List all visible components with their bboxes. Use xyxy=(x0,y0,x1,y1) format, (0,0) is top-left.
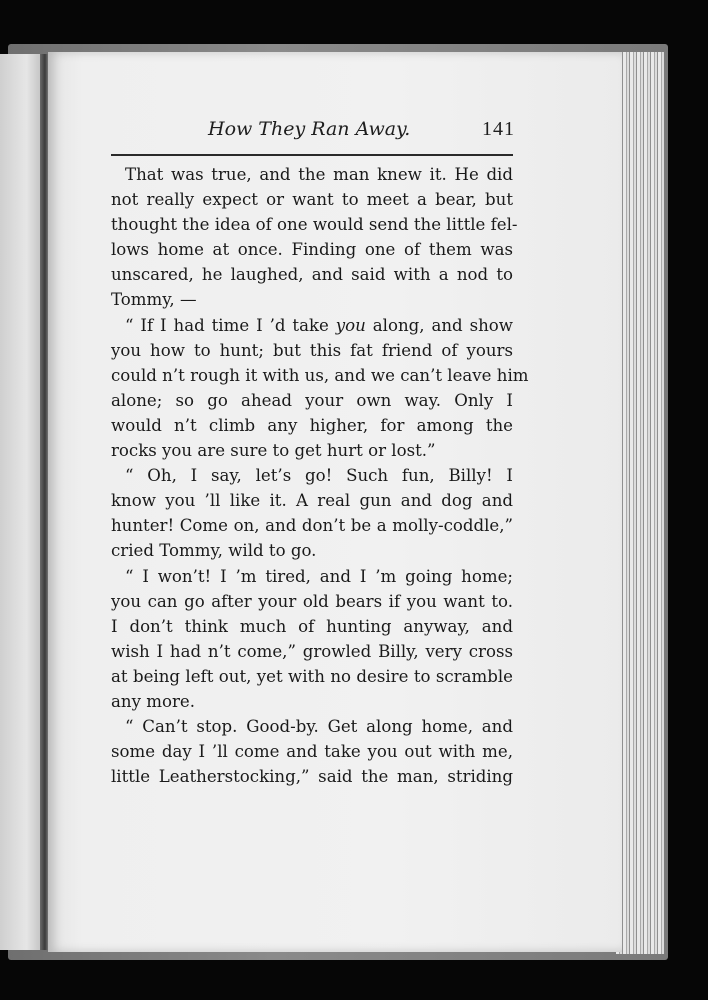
text-line xyxy=(111,313,513,338)
facing-page-edge xyxy=(0,54,44,950)
text-segment: you how to hunt; but this fat friend of yours xyxy=(111,340,513,360)
text-line xyxy=(111,262,513,287)
text-segment: That was true, and the man knew it. He did xyxy=(125,165,513,184)
text-segment: “ Oh, I say, let’s go! Such fun, Billy! I xyxy=(125,466,513,486)
text-line xyxy=(111,513,513,538)
text-line xyxy=(111,187,513,212)
text-line xyxy=(111,438,513,463)
running-title: How They Ran Away. xyxy=(208,118,411,140)
text-segment: at being left out, yet with no desire to scramble xyxy=(111,666,513,686)
text-line xyxy=(111,714,513,739)
text-line xyxy=(111,363,529,388)
text-line xyxy=(111,664,513,689)
text-segment: little Leatherstocking,” said the man, striding xyxy=(111,767,513,787)
page-block-edges xyxy=(616,52,664,954)
text-segment: wish I had n’t come,” growled Billy, very cross xyxy=(111,641,513,661)
text-line xyxy=(111,162,513,187)
text-line xyxy=(111,488,513,513)
text-segment: could n’t rough it with us, and we can’t leave him xyxy=(111,365,529,385)
text-segment: some day I ’ll come and take you out with me, xyxy=(111,742,513,762)
running-head xyxy=(48,118,622,148)
text-segment: any more. xyxy=(111,691,195,711)
text-segment: “ Can’t stop. Good-by. Get along home, and xyxy=(125,717,513,737)
text-segment: hunter! Come on, and don’t be a molly-coddle,” xyxy=(111,516,513,536)
text-line xyxy=(111,237,513,262)
text-line xyxy=(111,564,513,589)
text-line xyxy=(111,287,513,312)
text-segment: unscared, he laughed, and said with a nod to xyxy=(111,265,513,285)
text-line xyxy=(111,639,513,664)
text-line xyxy=(111,689,513,714)
text-segment: alone; so go ahead your own way. Only I xyxy=(111,390,513,410)
text-line xyxy=(111,212,518,237)
emphasized-text: you xyxy=(335,315,366,335)
text-line xyxy=(111,589,513,614)
body-text xyxy=(111,162,529,789)
text-segment: cried Tommy, wild to go. xyxy=(111,541,317,561)
text-line xyxy=(111,413,513,438)
text-segment: would n’t climb any higher, for among the xyxy=(111,415,513,435)
text-line xyxy=(111,764,513,789)
text-segment: you can go after your old bears if you want to. xyxy=(111,591,513,611)
text-line xyxy=(111,388,513,413)
text-segment: “ I won’t! I ’m tired, and I ’m going home; xyxy=(125,566,513,586)
text-line xyxy=(111,614,513,639)
text-line xyxy=(111,338,513,363)
text-segment: not really expect or want to meet a bear, but xyxy=(111,190,513,210)
text-segment: Tommy, — xyxy=(111,290,197,310)
text-segment: I don’t think much of hunting anyway, and xyxy=(111,616,513,636)
text-segment: thought the idea of one would send the little fel- xyxy=(111,215,518,235)
text-line xyxy=(111,463,513,488)
page-number: 141 xyxy=(482,118,515,140)
text-segment: lows home at once. Finding one of them was xyxy=(111,240,513,260)
text-line xyxy=(111,739,513,764)
book-page xyxy=(48,52,622,952)
text-line xyxy=(111,538,513,563)
text-segment: along, and show xyxy=(365,315,513,335)
text-segment: “ If I had time I ’d take xyxy=(125,315,336,335)
text-segment: rocks you are sure to get hurt or lost.” xyxy=(111,441,436,461)
header-rule xyxy=(111,154,513,156)
text-segment: know you ’ll like it. A real gun and dog and xyxy=(111,491,513,511)
